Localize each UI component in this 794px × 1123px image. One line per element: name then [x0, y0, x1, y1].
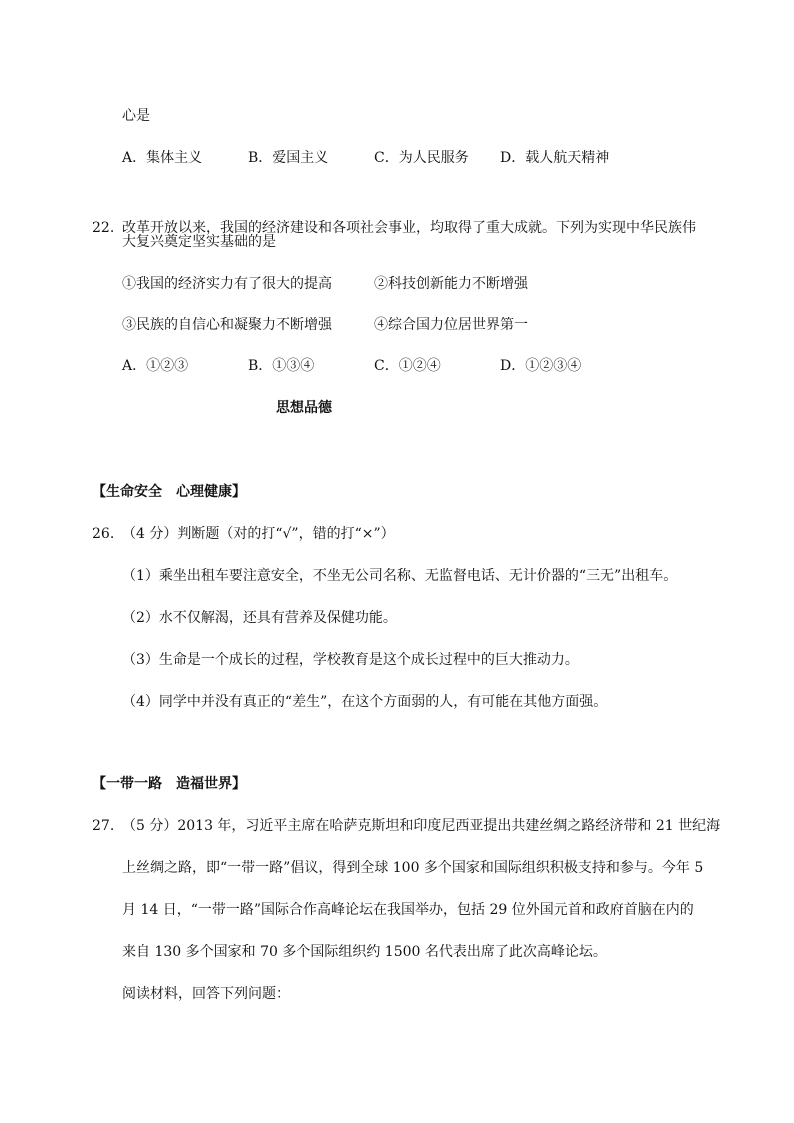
q26-stem: （4 分）判断题（对的打“√”，错的打“×”） [122, 526, 395, 542]
q26-item-1: （1）乘坐出租车要注意安全，不坐无公司名称、无监督电话、无计价器的“三无”出租车。 [122, 568, 678, 584]
q21-option-c: C．为人民服务 [374, 150, 469, 166]
q27-line-3: 月 14 日，“一带一路”国际合作高峰论坛在我国举办，包括 29 位外国元首和政府首脑在内的 [122, 902, 694, 918]
q21-option-a: A．集体主义 [122, 150, 203, 166]
q27-number: 27. [92, 818, 115, 834]
q27-line-1: （5 分）2013 年，习近平主席在哈萨克斯坦和印度尼西亚提出共建丝绸之路经济带和 21 世纪海 [122, 818, 721, 834]
q22-option-d: D．①②③④ [500, 358, 582, 374]
q26-item-3: （3）生命是一个成长的过程，学校教育是这个成长过程中的巨大推动力。 [122, 652, 579, 668]
q27-line-2: 上丝绸之路，即“一带一路”倡议，得到全球 100 多个国家和国际组织积极支持和参与。今年 5 [122, 860, 704, 876]
q21-stem-tail: 心是 [122, 108, 150, 124]
q22-option-a: A．①②③ [122, 358, 189, 374]
section-title: 思想品德 [276, 400, 332, 416]
q22-option-b: B．①③④ [248, 358, 315, 374]
q21-option-d: D．载人航天精神 [500, 150, 610, 166]
q22-statement-3: ③民族的自信心和凝聚力不断增强 [122, 317, 332, 333]
part1-heading: 【生命安全 心理健康】 [92, 484, 246, 500]
q22-option-c: C．①②④ [374, 358, 441, 374]
q26-item-2: （2）水不仅解渴，还具有营养及保健功能。 [122, 610, 397, 626]
q26-item-4: （4）同学中并没有真正的“差生”，在这个方面弱的人，有可能在其他方面强。 [122, 694, 608, 710]
q22-statement-4: ④综合国力位居世界第一 [374, 317, 528, 333]
q27-line-4: 来自 130 多个国家和 70 多个国际组织约 1500 名代表出席了此次高峰论坛。 [122, 944, 607, 960]
q22-stem-line1: 改革开放以来，我国的经济建设和各项社会事业，均取得了重大成就。下列为实现中华民族伟 [122, 220, 696, 236]
q22-statement-1: ①我国的经济实力有了很大的提高 [122, 276, 332, 292]
q22-stem-line2: 大复兴奠定坚实基础的是 [122, 234, 276, 250]
q22-statement-2: ②科技创新能力不断增强 [374, 276, 528, 292]
q22-number: 22. [92, 220, 115, 236]
q27-instruction: 阅读材料，回答下列问题： [122, 986, 290, 1002]
q26-number: 26. [92, 526, 115, 542]
q21-option-b: B．爱国主义 [248, 150, 329, 166]
part2-heading: 【一带一路 造福世界】 [92, 776, 246, 792]
